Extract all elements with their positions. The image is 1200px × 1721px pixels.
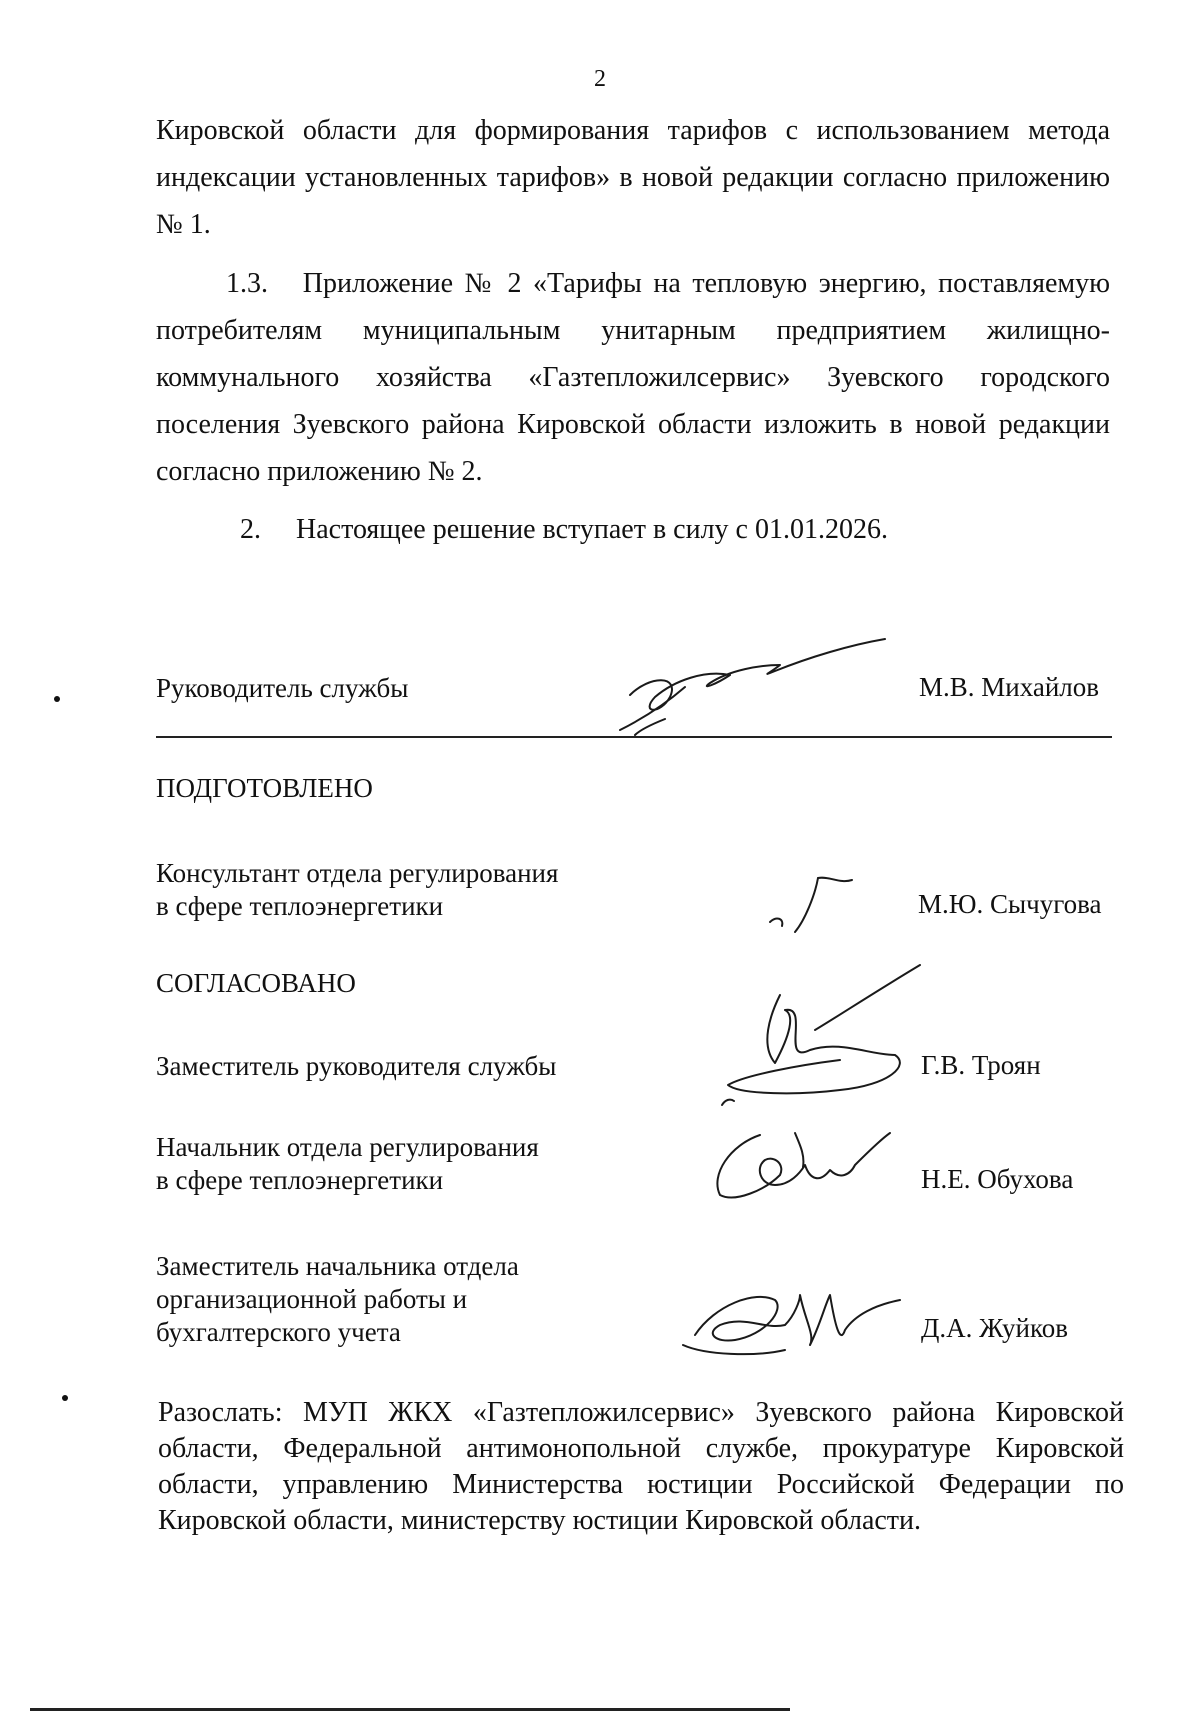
- paragraph-text: Приложение № 2 «Тарифы на тепловую энергию, поставляемую потребителям муниципальным унитарным предприятием жилищно-коммунального хозяйства «Газтепложилсервис» Зуевского городского поселения Зуевского района Кировской области изложить в новой редакции согласно приложению № 2.: [156, 268, 1111, 487]
- head-name: М.В. Михайлов: [919, 672, 1100, 702]
- page-number: 2: [594, 66, 606, 92]
- prepared-position-line: в сфере теплоэнергетики: [156, 891, 444, 921]
- scan-dot: [54, 696, 60, 702]
- prepared-heading: ПОДГОТОВЛЕНО: [156, 773, 373, 803]
- prepared-position: [156, 857, 558, 923]
- agreed-3-position: [156, 1250, 519, 1349]
- signature-divider: [156, 736, 1112, 738]
- agreed-heading: СОГЛАСОВАНО: [156, 968, 356, 998]
- head-signature: [610, 635, 890, 745]
- agreed-2-position-line: в сфере теплоэнергетики: [156, 1165, 444, 1195]
- agreed-3-position-line: организационной работы и: [156, 1284, 468, 1314]
- paragraph-1-3: [156, 260, 1110, 495]
- agreed-2-position-line: Начальник отдела регулирования: [156, 1132, 539, 1162]
- distribution-list: Разослать: МУП ЖКХ «Газтепложилсервис» Зуевского района Кировской области, Федеральной антимонопольной службе, прокуратуре Кировской области, управлению Министерства юстиции Российской Федерации по Кировской области, министерству юстиции Кировской области.: [158, 1397, 1124, 1536]
- prepared-signature: [760, 870, 870, 940]
- agreed-1-signature: [720, 955, 920, 1115]
- paragraph-number: 2.: [240, 514, 261, 545]
- agreed-3-position-line: бухгалтерского учета: [156, 1317, 401, 1347]
- agreed-2-name: Н.Е. Обухова: [921, 1164, 1074, 1194]
- agreed-2-signature: [705, 1125, 890, 1205]
- agreed-2-position: [156, 1131, 539, 1197]
- agreed-1-position: Заместитель руководителя службы: [156, 1051, 557, 1081]
- prepared-name: М.Ю. Сычугова: [918, 889, 1102, 919]
- prepared-position-line: Консультант отдела регулирования: [156, 858, 559, 888]
- scan-dot: [62, 1395, 68, 1401]
- paragraph-continuation: Кировской области для формирования тарифов с использованием метода индексации установленных тарифов» в новой редакции согласно приложению № 1.: [156, 115, 1110, 240]
- head-title: Руководитель службы: [156, 673, 409, 703]
- bottom-edge-line: [30, 1708, 790, 1711]
- paragraph-2: [156, 506, 1110, 553]
- agreed-3-name: Д.А. Жуйков: [921, 1313, 1068, 1343]
- agreed-3-signature: [675, 1285, 905, 1365]
- agreed-3-position-line: Заместитель начальника отдела: [156, 1251, 519, 1281]
- agreed-1-name: Г.В. Троян: [921, 1050, 1041, 1080]
- paragraph-text: Настоящее решение вступает в силу с 01.01.2026.: [296, 514, 888, 545]
- paragraph-number: 1.3.: [226, 268, 268, 299]
